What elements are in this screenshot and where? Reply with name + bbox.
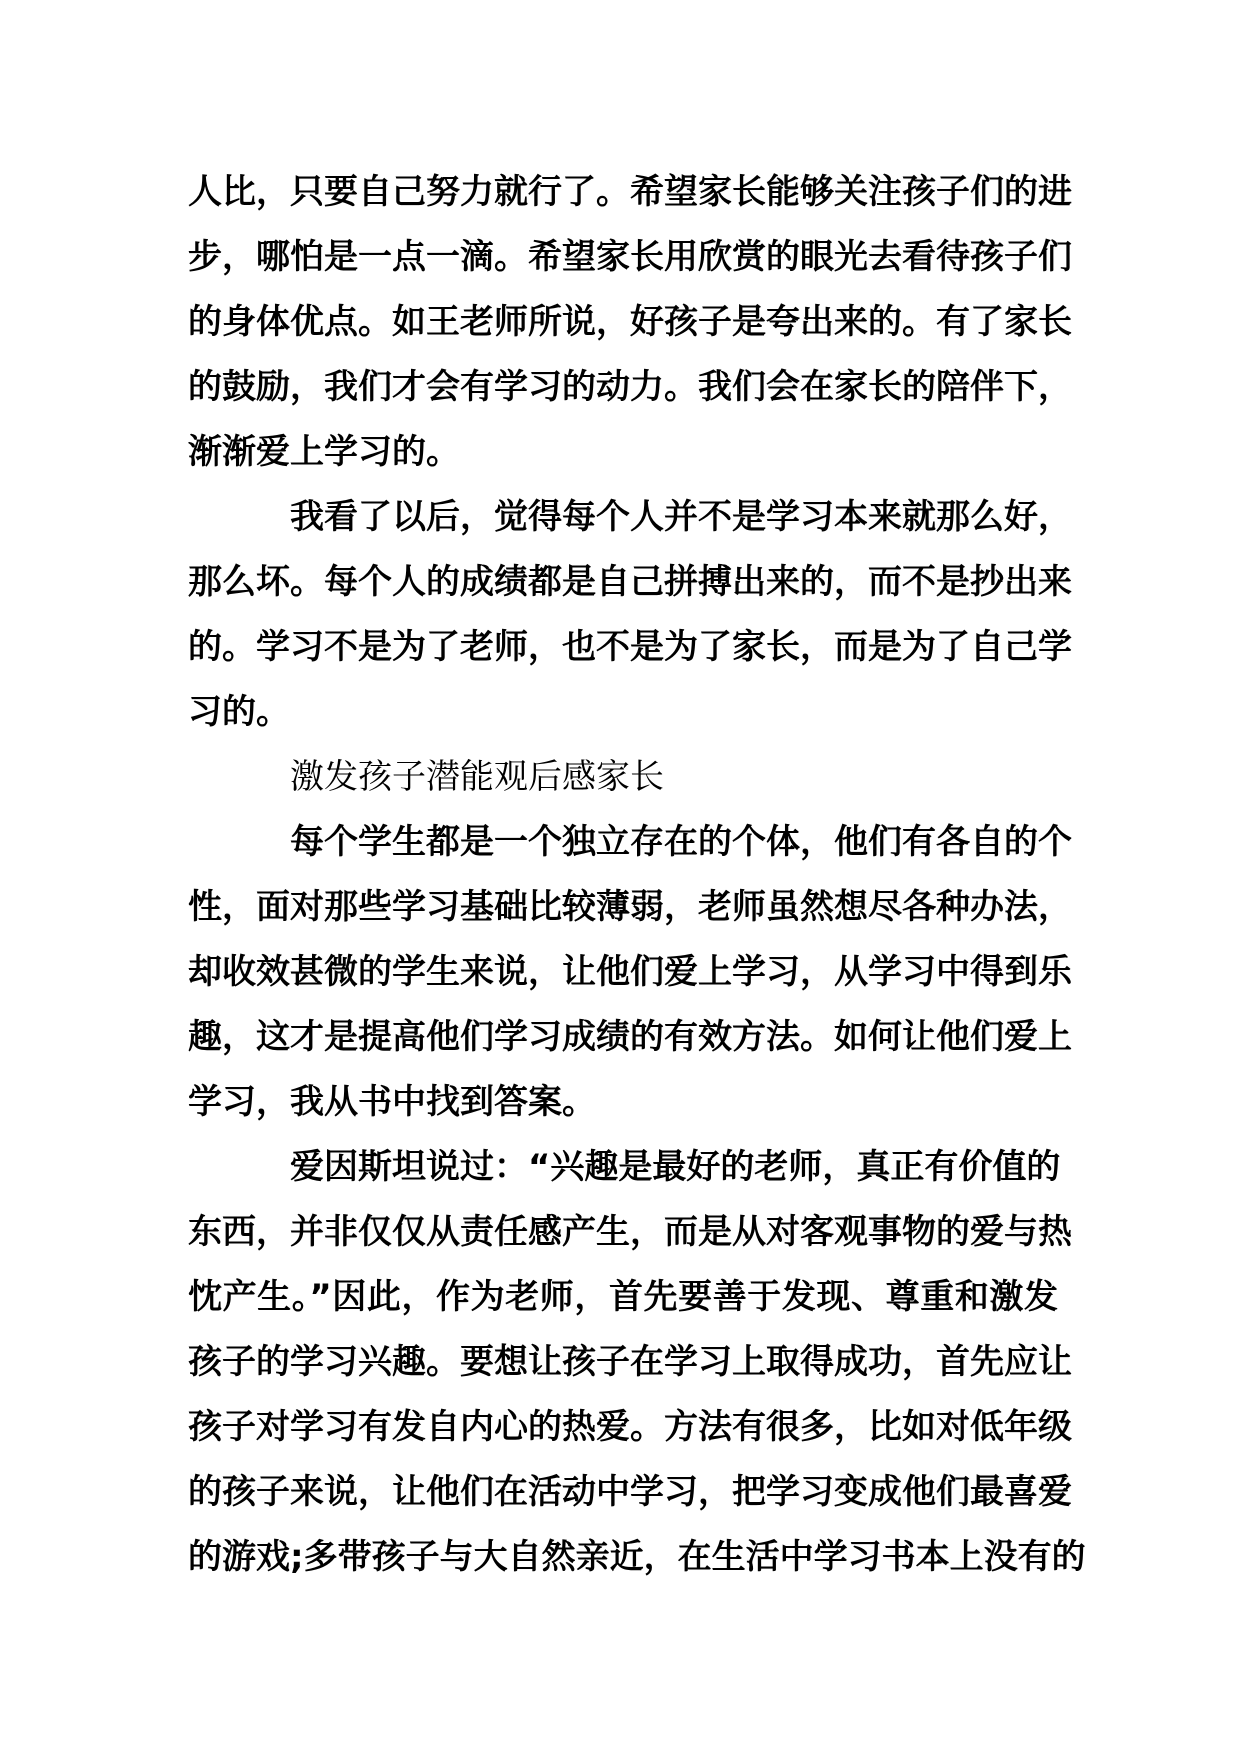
section-heading: 激发孩子潜能观后感家长 xyxy=(290,757,664,797)
text-line: 步，哪怕是一点一滴。希望家长用欣赏的眼光去看待孩子们 xyxy=(188,237,1072,277)
text-line: 渐渐爱上学习的。 xyxy=(188,432,460,472)
text-line: 习的。 xyxy=(188,692,290,732)
text-line: 人比，只要自己努力就行了。希望家长能够关注孩子们的进 xyxy=(188,172,1072,212)
text-line: 那么坏。每个人的成绩都是自己拼搏出来的，而不是抄出来 xyxy=(188,562,1072,602)
text-line: 却收效甚微的学生来说，让他们爱上学习，从学习中得到乐 xyxy=(188,952,1072,992)
text-line: 的。学习不是为了老师，也不是为了家长，而是为了自己学 xyxy=(188,627,1072,667)
text-line: 我看了以后，觉得每个人并不是学习本来就那么好， xyxy=(290,497,1072,537)
text-line: 爱因斯坦说过：“兴趣是最好的老师，真正有价值的 xyxy=(290,1147,1061,1187)
text-line: 的孩子来说，让他们在活动中学习，把学习变成他们最喜爱 xyxy=(188,1472,1072,1512)
text-line: 学习，我从书中找到答案。 xyxy=(188,1082,596,1122)
text-line: 的游戏;多带孩子与大自然亲近，在生活中学习书本上没有的 xyxy=(188,1537,1086,1577)
text-line: 忱产生。”因此，作为老师，首先要善于发现、尊重和激发 xyxy=(188,1277,1058,1317)
text-line: 东西，并非仅仅从责任感产生，而是从对客观事物的爱与热 xyxy=(188,1212,1072,1252)
text-line: 孩子对学习有发自内心的热爱。方法有很多，比如对低年级 xyxy=(188,1407,1072,1447)
text-line: 的身体优点。如王老师所说，好孩子是夸出来的。有了家长 xyxy=(188,302,1072,342)
body-text xyxy=(188,160,1086,1590)
text-line: 每个学生都是一个独立存在的个体，他们有各自的个 xyxy=(290,822,1072,862)
text-line: 孩子的学习兴趣。要想让孩子在学习上取得成功，首先应让 xyxy=(188,1342,1072,1382)
text-line: 趣，这才是提高他们学习成绩的有效方法。如何让他们爱上 xyxy=(188,1017,1072,1057)
text-line: 的鼓励，我们才会有学习的动力。我们会在家长的陪伴下， xyxy=(188,367,1072,407)
text-line: 性，面对那些学习基础比较薄弱，老师虽然想尽各种办法， xyxy=(188,887,1072,927)
